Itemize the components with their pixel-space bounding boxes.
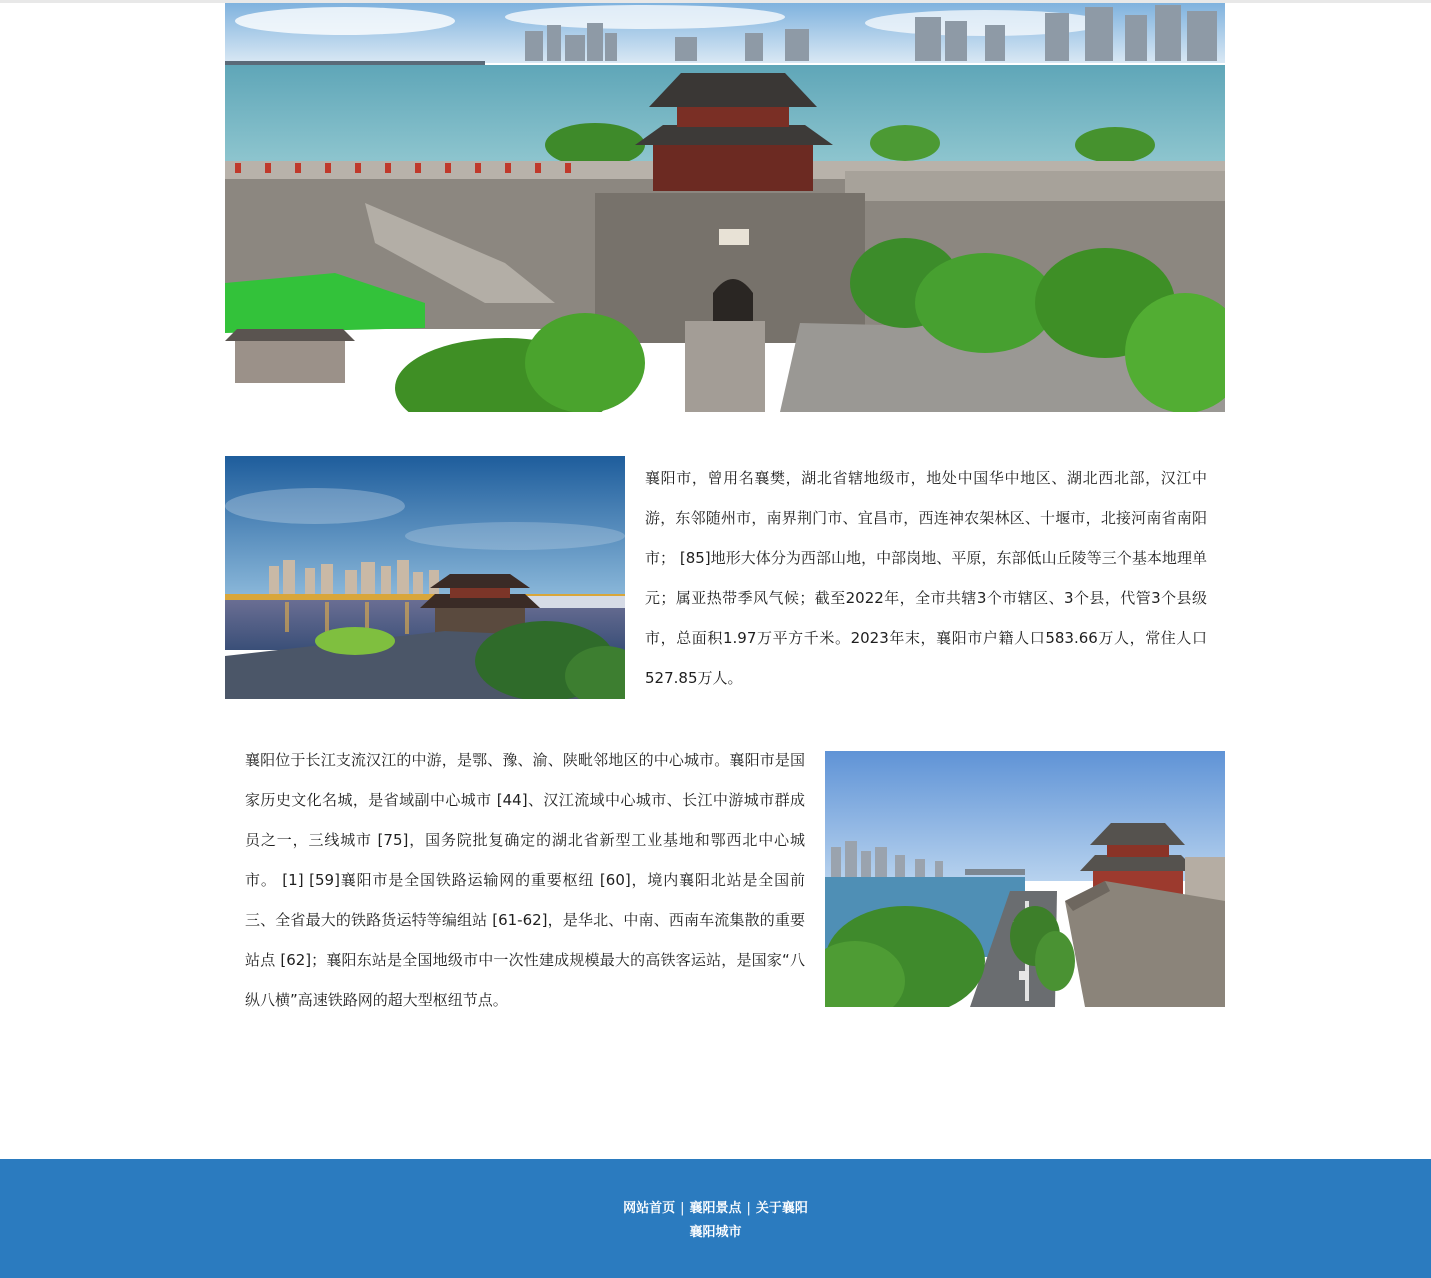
footer-site-name: 襄阳城市 xyxy=(689,1225,742,1240)
footer-nav xyxy=(0,1199,1431,1219)
hero-photo-illustration xyxy=(225,3,1225,412)
footer-link-about[interactable]: 关于襄阳 xyxy=(755,1201,808,1216)
footer-separator: | xyxy=(680,1201,685,1216)
night-riverside-photo xyxy=(225,456,625,699)
footer-separator: | xyxy=(746,1201,751,1216)
intro-paragraph: 襄阳市，曾用名襄樊，湖北省辖地级市，地处中国华中地区、湖北西北部，汉江中游，东邻随州市，南界荆门市、宜昌市，西连神农架林区、十堰市，北接河南省南阳市； [85]地形大体分为西部山地，中部岗地、平原，东部低山丘陵等三个基本地理单元；属亚热带季风气候；截至2022年，全市共辖3个市辖区、3个县，代管3个县级市，总面积1.97万平方千米。2023年末，襄阳市户籍人口583.66万人，常住人口527.85万人。 xyxy=(645,469,1207,687)
footer-link-home[interactable]: 网站首页 xyxy=(623,1201,676,1216)
footer-link-attractions[interactable]: 襄阳景点 xyxy=(689,1201,742,1216)
site-footer xyxy=(0,1159,1431,1278)
city-wall-road-photo xyxy=(825,751,1225,1007)
wall-photo-illustration xyxy=(825,751,1225,1007)
transport-paragraph: 襄阳位于长江支流汉江的中游，是鄂、豫、渝、陕毗邻地区的中心城市。襄阳市是国家历史文化名城，是省域副中心城市 [44]、汉江流域中心城市、长江中游城市群成员之一，三线城市 [75]，国务院批复确定的湖北省新型工业基地和鄂西北中心城市。 [1] [59]襄阳市是全国铁路运输网的重要枢纽 [60]，境内襄阳北站是全国前三、全省最大的铁路货运特等编组站 [61-62]，是华北、中南、西南车流集散的重要站点 [62]；襄阳东站是全国地级市中一次性建成规模最大的高铁客运站，是国家“八纵八横”高速铁路网的超大型枢纽节点。 xyxy=(245,751,805,1009)
hero-image xyxy=(225,3,1225,412)
night-photo-illustration xyxy=(225,456,625,699)
